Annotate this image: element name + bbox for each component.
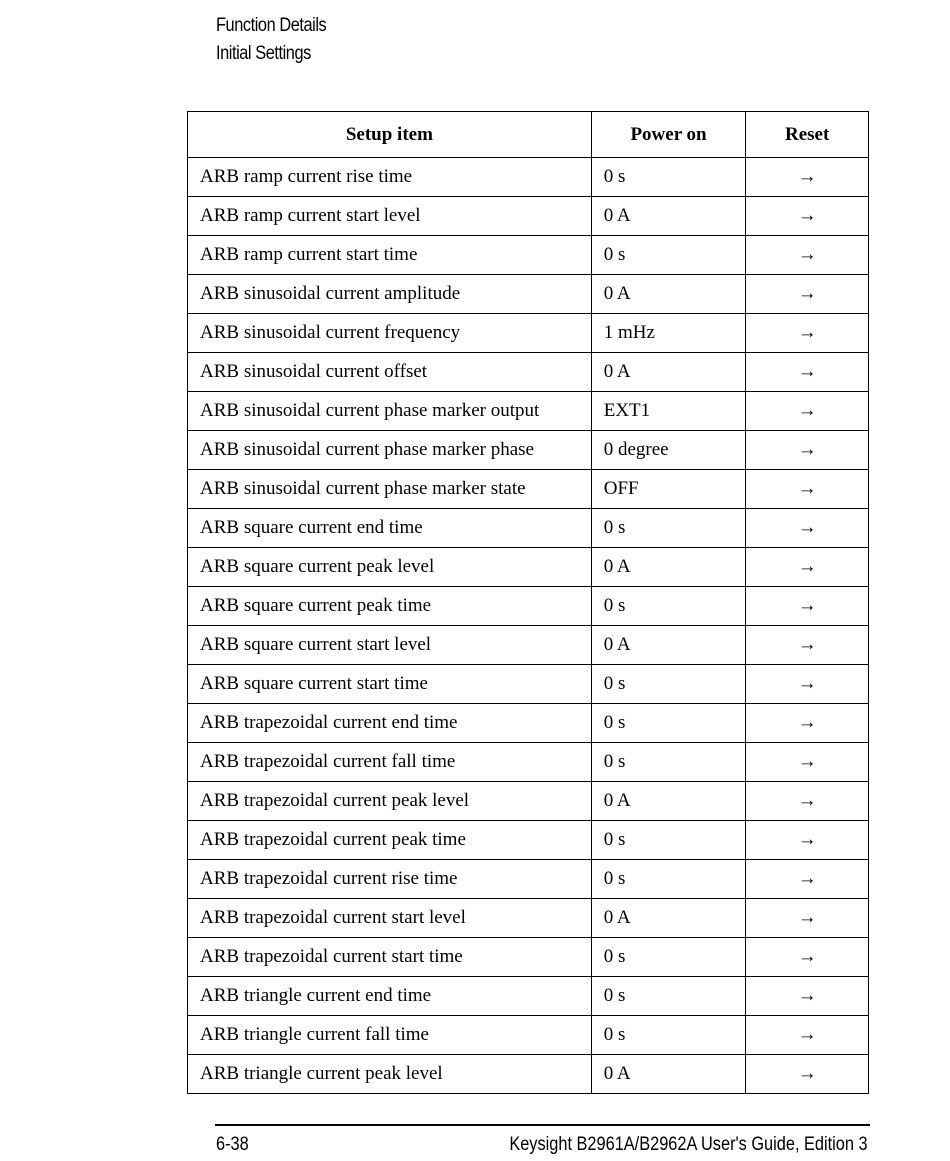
reset-value-cell: → bbox=[746, 782, 869, 821]
reset-value-cell: → bbox=[746, 392, 869, 431]
table-header-row bbox=[188, 112, 869, 158]
table-row bbox=[188, 275, 869, 314]
setup-item-cell: ARB sinusoidal current frequency bbox=[188, 314, 592, 353]
table-row bbox=[188, 704, 869, 743]
setup-item-cell: ARB square current start level bbox=[188, 626, 592, 665]
power-on-value-cell: 0 s bbox=[591, 509, 746, 548]
reset-value-cell: → bbox=[746, 236, 869, 275]
setup-item-cell: ARB trapezoidal current peak time bbox=[188, 821, 592, 860]
setup-item-cell: ARB trapezoidal current rise time bbox=[188, 860, 592, 899]
column-header-setup-item: Setup item bbox=[188, 112, 592, 158]
table-row bbox=[188, 236, 869, 275]
setup-item-cell: ARB ramp current start level bbox=[188, 197, 592, 236]
setup-item-cell: ARB triangle current end time bbox=[188, 977, 592, 1016]
initial-settings-table bbox=[187, 111, 869, 1094]
table-row bbox=[188, 509, 869, 548]
power-on-value-cell: 0 A bbox=[591, 626, 746, 665]
power-on-value-cell: 0 A bbox=[591, 353, 746, 392]
power-on-value-cell: 0 s bbox=[591, 821, 746, 860]
table-row bbox=[188, 626, 869, 665]
running-header bbox=[216, 12, 326, 68]
setup-item-cell: ARB triangle current fall time bbox=[188, 1016, 592, 1055]
power-on-value-cell: 1 mHz bbox=[591, 314, 746, 353]
setup-item-cell: ARB sinusoidal current phase marker output bbox=[188, 392, 592, 431]
table-row bbox=[188, 470, 869, 509]
table-row bbox=[188, 977, 869, 1016]
reset-value-cell: → bbox=[746, 587, 869, 626]
table-row bbox=[188, 197, 869, 236]
reset-value-cell: → bbox=[746, 275, 869, 314]
column-header-reset: Reset bbox=[746, 112, 869, 158]
setup-item-cell: ARB sinusoidal current phase marker phase bbox=[188, 431, 592, 470]
table-row bbox=[188, 392, 869, 431]
power-on-value-cell: 0 s bbox=[591, 665, 746, 704]
setup-item-cell: ARB sinusoidal current amplitude bbox=[188, 275, 592, 314]
setup-item-cell: ARB ramp current rise time bbox=[188, 158, 592, 197]
table-row bbox=[188, 743, 869, 782]
reset-value-cell: → bbox=[746, 977, 869, 1016]
table-row bbox=[188, 548, 869, 587]
power-on-value-cell: 0 degree bbox=[591, 431, 746, 470]
setup-item-cell: ARB sinusoidal current phase marker state bbox=[188, 470, 592, 509]
setup-item-cell: ARB trapezoidal current peak level bbox=[188, 782, 592, 821]
power-on-value-cell: 0 A bbox=[591, 197, 746, 236]
reset-value-cell: → bbox=[746, 1016, 869, 1055]
reset-value-cell: → bbox=[746, 197, 869, 236]
reset-value-cell: → bbox=[746, 314, 869, 353]
power-on-value-cell: OFF bbox=[591, 470, 746, 509]
table-row bbox=[188, 860, 869, 899]
setup-item-cell: ARB square current peak time bbox=[188, 587, 592, 626]
table-row bbox=[188, 938, 869, 977]
power-on-value-cell: 0 s bbox=[591, 158, 746, 197]
reset-value-cell: → bbox=[746, 626, 869, 665]
power-on-value-cell: EXT1 bbox=[591, 392, 746, 431]
table-row bbox=[188, 899, 869, 938]
subsection-title: Initial Settings bbox=[216, 43, 311, 64]
setup-item-cell: ARB square current end time bbox=[188, 509, 592, 548]
table-row bbox=[188, 314, 869, 353]
column-header-power-on: Power on bbox=[591, 112, 746, 158]
setup-item-cell: ARB trapezoidal current start level bbox=[188, 899, 592, 938]
section-title: Function Details bbox=[216, 15, 327, 36]
reset-value-cell: → bbox=[746, 353, 869, 392]
table-row bbox=[188, 665, 869, 704]
table-row bbox=[188, 431, 869, 470]
table-row bbox=[188, 821, 869, 860]
reset-value-cell: → bbox=[746, 743, 869, 782]
power-on-value-cell: 0 s bbox=[591, 1016, 746, 1055]
reset-value-cell: → bbox=[746, 899, 869, 938]
reset-value-cell: → bbox=[746, 938, 869, 977]
power-on-value-cell: 0 A bbox=[591, 548, 746, 587]
table-row bbox=[188, 587, 869, 626]
setup-item-cell: ARB trapezoidal current end time bbox=[188, 704, 592, 743]
reset-value-cell: → bbox=[746, 1055, 869, 1094]
page-number: 6-38 bbox=[216, 1134, 249, 1155]
setup-item-cell: ARB ramp current start time bbox=[188, 236, 592, 275]
table-row bbox=[188, 1016, 869, 1055]
power-on-value-cell: 0 s bbox=[591, 587, 746, 626]
power-on-value-cell: 0 s bbox=[591, 977, 746, 1016]
power-on-value-cell: 0 A bbox=[591, 1055, 746, 1094]
power-on-value-cell: 0 s bbox=[591, 236, 746, 275]
power-on-value-cell: 0 A bbox=[591, 782, 746, 821]
footer-divider bbox=[215, 1124, 870, 1126]
setup-item-cell: ARB trapezoidal current start time bbox=[188, 938, 592, 977]
table-row bbox=[188, 1055, 869, 1094]
setup-item-cell: ARB square current start time bbox=[188, 665, 592, 704]
reset-value-cell: → bbox=[746, 470, 869, 509]
power-on-value-cell: 0 s bbox=[591, 704, 746, 743]
reset-value-cell: → bbox=[746, 509, 869, 548]
reset-value-cell: → bbox=[746, 704, 869, 743]
table-row bbox=[188, 353, 869, 392]
power-on-value-cell: 0 s bbox=[591, 743, 746, 782]
power-on-value-cell: 0 A bbox=[591, 899, 746, 938]
reset-value-cell: → bbox=[746, 548, 869, 587]
table-row bbox=[188, 782, 869, 821]
table-body bbox=[188, 158, 869, 1094]
reset-value-cell: → bbox=[746, 431, 869, 470]
power-on-value-cell: 0 s bbox=[591, 938, 746, 977]
setup-item-cell: ARB triangle current peak level bbox=[188, 1055, 592, 1094]
table-row bbox=[188, 158, 869, 197]
reset-value-cell: → bbox=[746, 158, 869, 197]
power-on-value-cell: 0 A bbox=[591, 275, 746, 314]
power-on-value-cell: 0 s bbox=[591, 860, 746, 899]
setup-item-cell: ARB square current peak level bbox=[188, 548, 592, 587]
reset-value-cell: → bbox=[746, 665, 869, 704]
reset-value-cell: → bbox=[746, 821, 869, 860]
document-title: Keysight B2961A/B2962A User's Guide, Edition 3 bbox=[509, 1134, 868, 1155]
setup-item-cell: ARB sinusoidal current offset bbox=[188, 353, 592, 392]
setup-item-cell: ARB trapezoidal current fall time bbox=[188, 743, 592, 782]
reset-value-cell: → bbox=[746, 860, 869, 899]
